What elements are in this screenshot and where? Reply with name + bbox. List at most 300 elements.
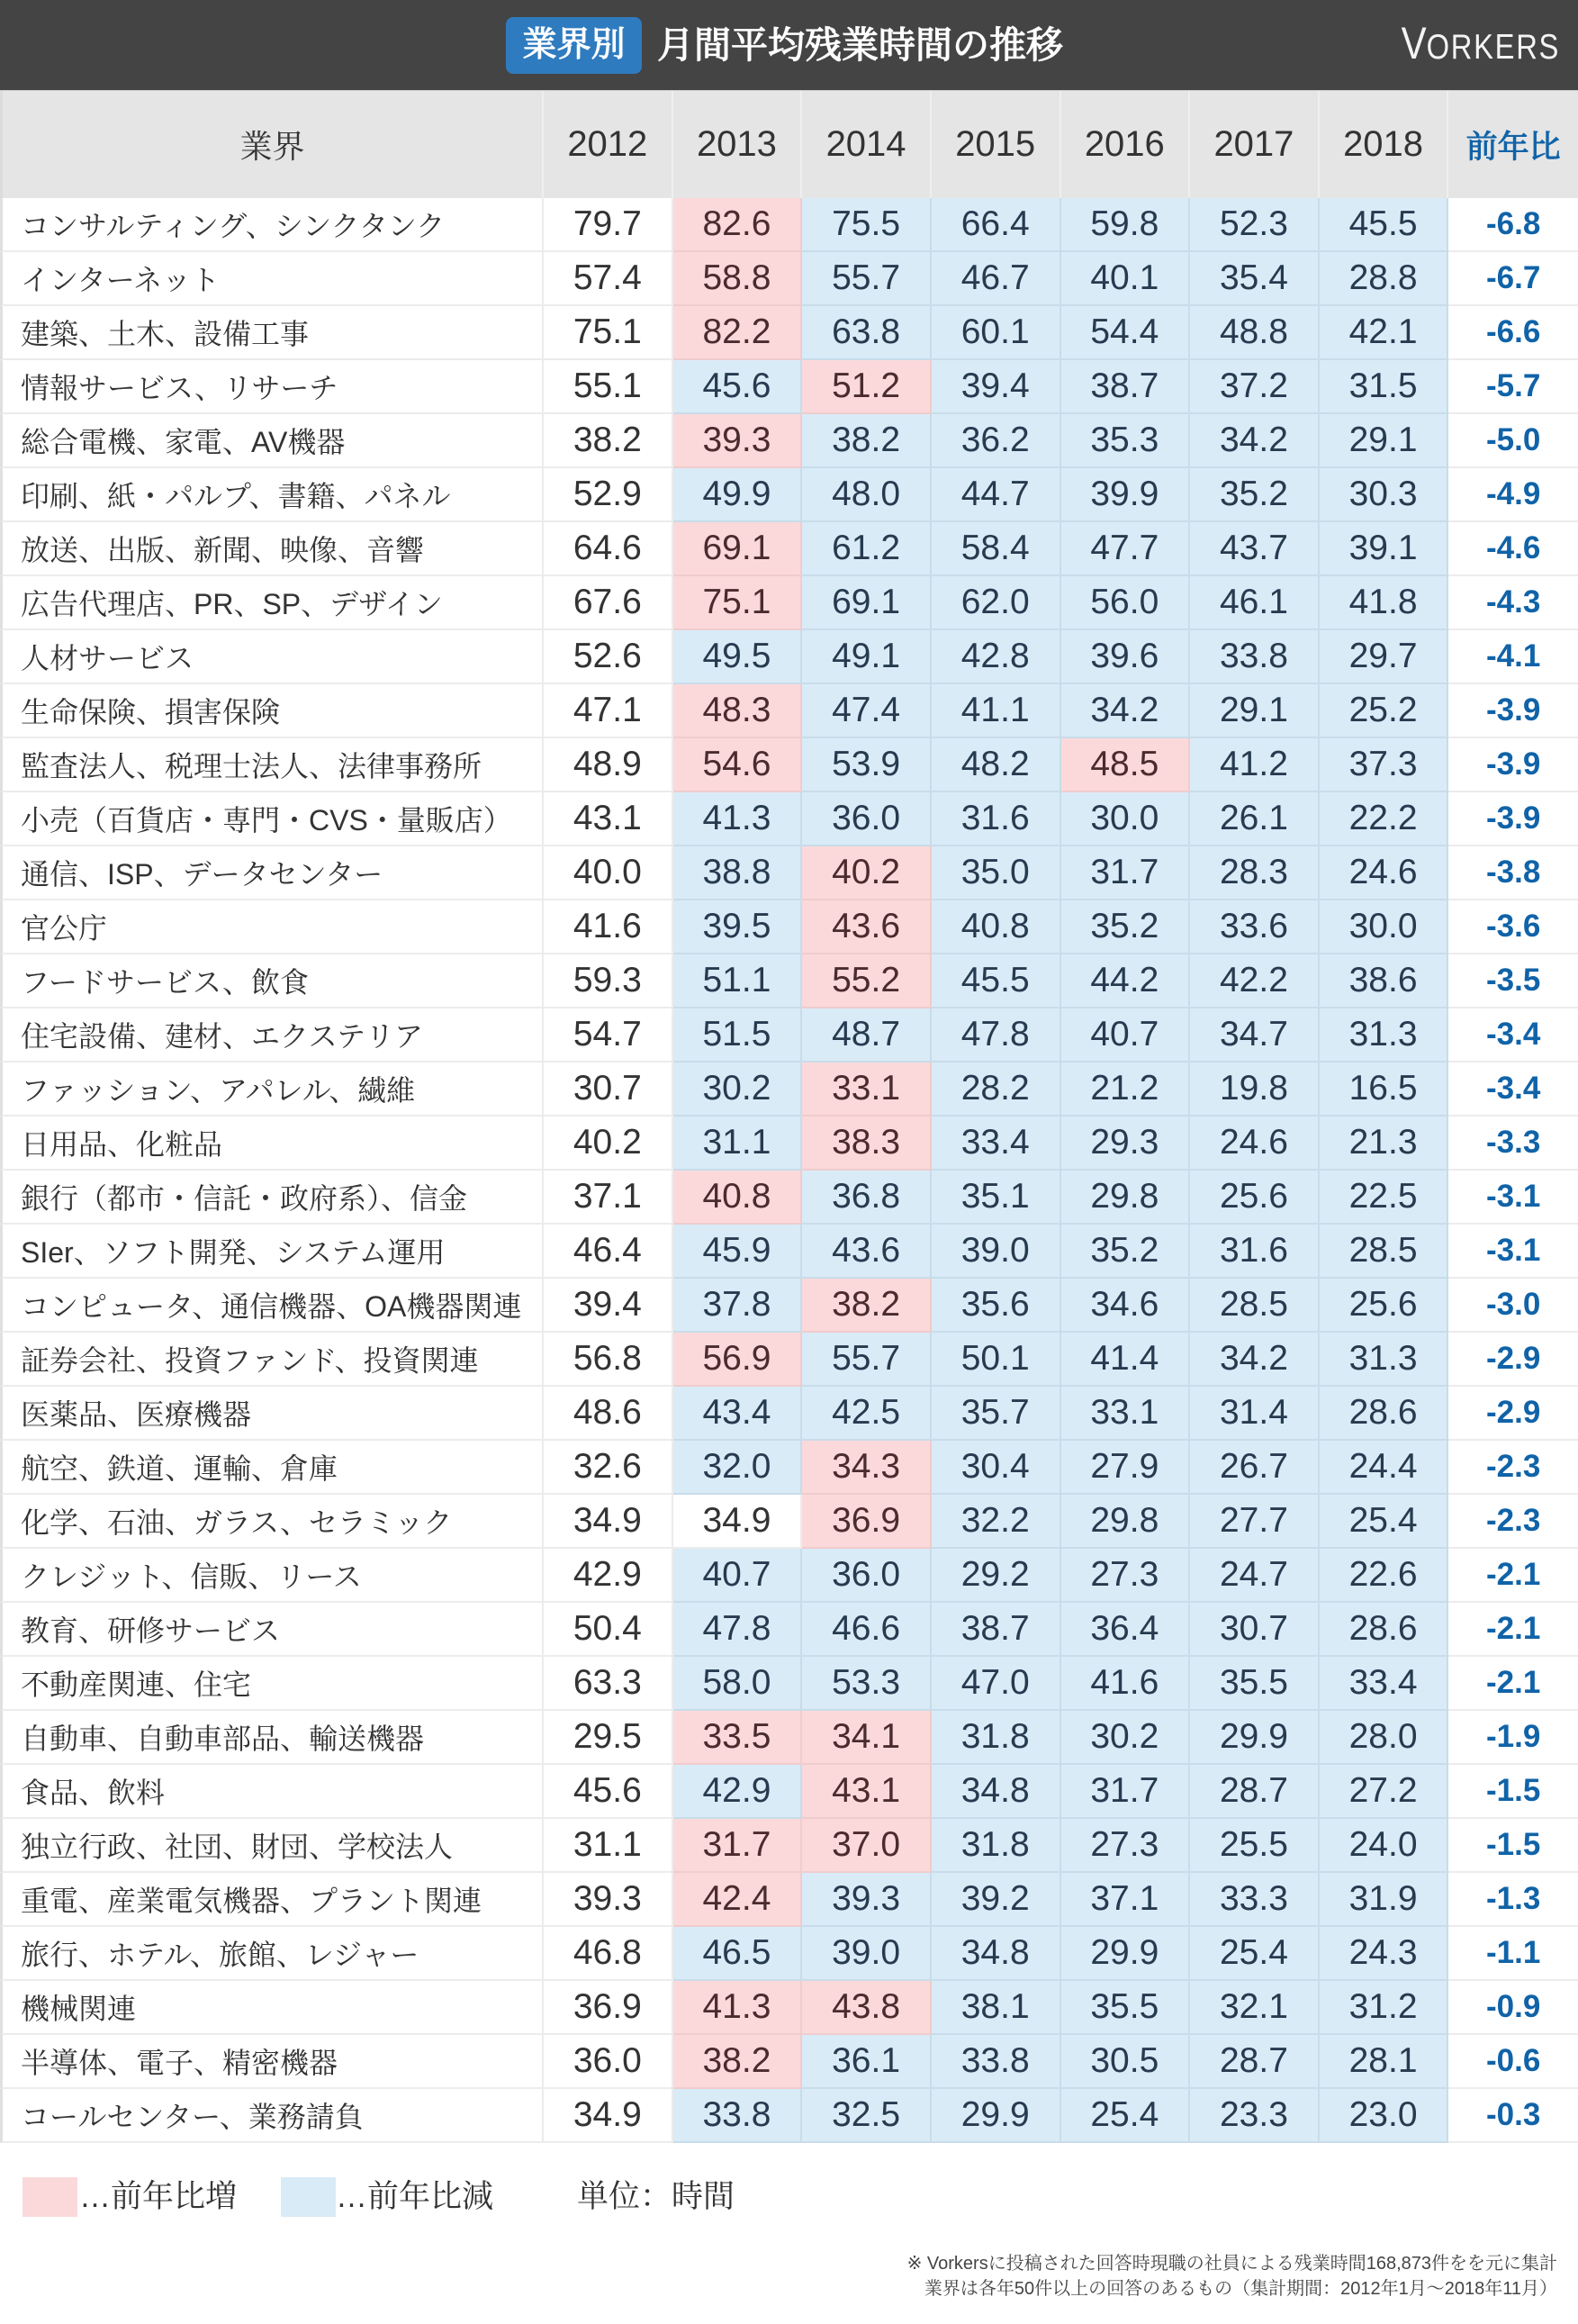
value-cell-2017: 28.7: [1190, 1765, 1320, 1819]
value-cell-2012: 50.4: [544, 1603, 673, 1657]
value-cell-2018: 22.5: [1320, 1171, 1449, 1225]
table-row: [0, 1333, 1578, 1387]
value-cell-2012: 31.1: [544, 1819, 673, 1873]
industry-name: 日用品、化粧品: [0, 1117, 544, 1171]
value-cell-2015: 48.2: [932, 738, 1061, 792]
table-row: [0, 1225, 1578, 1279]
value-cell-2016: 33.1: [1061, 1387, 1191, 1441]
value-cell-2012: 36.0: [544, 2035, 673, 2089]
value-cell-2016: 36.4: [1061, 1603, 1191, 1657]
value-cell-2013: 69.1: [673, 522, 803, 576]
value-cell-2017: 28.3: [1190, 846, 1320, 900]
value-cell-2016: 41.4: [1061, 1333, 1191, 1387]
industry-name: 教育、研修サービス: [0, 1603, 544, 1657]
table-row: [0, 414, 1578, 468]
value-cell-2015: 34.8: [932, 1927, 1061, 1981]
value-cell-2015: 35.7: [932, 1387, 1061, 1441]
value-cell-2017: 42.2: [1190, 954, 1320, 1008]
value-cell-2017: 34.2: [1190, 414, 1320, 468]
increase-swatch: [23, 2177, 77, 2217]
value-cell-2012: 63.3: [544, 1657, 673, 1711]
value-cell-2012: 29.5: [544, 1711, 673, 1765]
column-header-2017: 2017: [1190, 91, 1320, 198]
industry-name: 食品、飲料: [0, 1765, 544, 1819]
value-cell-2017: 25.5: [1190, 1819, 1320, 1873]
value-cell-2018: 16.5: [1320, 1063, 1449, 1117]
value-cell-2014: 51.2: [802, 360, 932, 414]
industry-name: 放送、出版、新聞、映像、音響: [0, 522, 544, 576]
industry-name: 人材サービス: [0, 630, 544, 684]
value-cell-2014: 61.2: [802, 522, 932, 576]
table-row: [0, 2089, 1578, 2143]
value-cell-2013: 32.0: [673, 1441, 803, 1495]
value-cell-2013: 58.8: [673, 252, 803, 306]
table-row: [0, 1063, 1578, 1117]
yoy-value: -2.1: [1448, 1657, 1578, 1711]
value-cell-2017: 28.7: [1190, 2035, 1320, 2089]
footnote-source: ※ Vorkersに投稿された回答時現職の社員による残業時間168,873件をを元に集計: [906, 2254, 1557, 2274]
value-cell-2014: 43.8: [802, 1981, 932, 2035]
value-cell-2012: 36.9: [544, 1981, 673, 2035]
value-cell-2013: 45.6: [673, 360, 803, 414]
value-cell-2015: 45.5: [932, 954, 1061, 1008]
table-row: [0, 1117, 1578, 1171]
value-cell-2017: 19.8: [1190, 1063, 1320, 1117]
table-row: [0, 252, 1578, 306]
value-cell-2015: 39.0: [932, 1225, 1061, 1279]
decrease-label: …前年比減: [336, 2179, 494, 2214]
industry-name: コールセンター、業務請負: [0, 2089, 544, 2143]
industry-name: フードサービス、飲食: [0, 954, 544, 1008]
value-cell-2017: 25.6: [1190, 1171, 1320, 1225]
yoy-value: -4.9: [1448, 468, 1578, 522]
value-cell-2018: 27.2: [1320, 1765, 1449, 1819]
table-row: [0, 522, 1578, 576]
value-cell-2015: 30.4: [932, 1441, 1061, 1495]
value-cell-2017: 33.8: [1190, 630, 1320, 684]
value-cell-2012: 57.4: [544, 252, 673, 306]
value-cell-2012: 52.6: [544, 630, 673, 684]
yoy-value: -3.4: [1448, 1008, 1578, 1063]
table-row: [0, 684, 1578, 738]
page-title: 月間平均残業時間の推移: [657, 24, 1063, 66]
value-cell-2014: 43.6: [802, 1225, 932, 1279]
value-cell-2015: 40.8: [932, 900, 1061, 954]
value-cell-2016: 35.5: [1061, 1981, 1191, 2035]
value-cell-2014: 39.3: [802, 1873, 932, 1927]
table-row: [0, 900, 1578, 954]
value-cell-2015: 66.4: [932, 198, 1061, 252]
value-cell-2013: 75.1: [673, 576, 803, 630]
value-cell-2018: 28.1: [1320, 2035, 1449, 2089]
industry-name: 住宅設備、建材、エクステリア: [0, 1008, 544, 1063]
table-row: [0, 1549, 1578, 1603]
value-cell-2017: 25.4: [1190, 1927, 1320, 1981]
table-row: [0, 2035, 1578, 2089]
table-row: [0, 1441, 1578, 1495]
value-cell-2015: 29.2: [932, 1549, 1061, 1603]
footnote-criteria: 業界は各年50件以上の回答のあるもの（集計期間：2012年1月〜2018年11月）: [924, 2279, 1557, 2299]
yoy-value: -5.0: [1448, 414, 1578, 468]
yoy-value: -3.1: [1448, 1171, 1578, 1225]
column-header-industry: 業界: [0, 91, 544, 198]
value-cell-2016: 31.7: [1061, 1765, 1191, 1819]
value-cell-2017: 33.6: [1190, 900, 1320, 954]
value-cell-2015: 46.7: [932, 252, 1061, 306]
value-cell-2014: 37.0: [802, 1819, 932, 1873]
value-cell-2016: 35.2: [1061, 900, 1191, 954]
table-row: [0, 1981, 1578, 2035]
value-cell-2012: 75.1: [544, 306, 673, 360]
value-cell-2013: 38.8: [673, 846, 803, 900]
value-cell-2014: 40.2: [802, 846, 932, 900]
value-cell-2016: 29.9: [1061, 1927, 1191, 1981]
value-cell-2016: 41.6: [1061, 1657, 1191, 1711]
value-cell-2013: 51.1: [673, 954, 803, 1008]
value-cell-2015: 60.1: [932, 306, 1061, 360]
value-cell-2016: 39.9: [1061, 468, 1191, 522]
value-cell-2018: 31.5: [1320, 360, 1449, 414]
value-cell-2015: 33.8: [932, 2035, 1061, 2089]
value-cell-2015: 32.2: [932, 1495, 1061, 1549]
value-cell-2013: 39.3: [673, 414, 803, 468]
value-cell-2013: 39.5: [673, 900, 803, 954]
value-cell-2016: 48.5: [1061, 738, 1191, 792]
value-cell-2014: 48.0: [802, 468, 932, 522]
value-cell-2018: 45.5: [1320, 198, 1449, 252]
column-header-2014: 2014: [802, 91, 932, 198]
value-cell-2012: 39.3: [544, 1873, 673, 1927]
value-cell-2015: 33.4: [932, 1117, 1061, 1171]
yoy-value: -3.0: [1448, 1279, 1578, 1333]
value-cell-2017: 41.2: [1190, 738, 1320, 792]
value-cell-2014: 38.2: [802, 414, 932, 468]
value-cell-2015: 35.0: [932, 846, 1061, 900]
value-cell-2012: 64.6: [544, 522, 673, 576]
value-cell-2018: 30.3: [1320, 468, 1449, 522]
value-cell-2012: 34.9: [544, 1495, 673, 1549]
value-cell-2013: 45.9: [673, 1225, 803, 1279]
value-cell-2013: 56.9: [673, 1333, 803, 1387]
table-row: [0, 1603, 1578, 1657]
table-row: [0, 468, 1578, 522]
column-header-2012: 2012: [544, 91, 673, 198]
value-cell-2013: 54.6: [673, 738, 803, 792]
value-cell-2018: 28.0: [1320, 1711, 1449, 1765]
yoy-value: -2.3: [1448, 1441, 1578, 1495]
yoy-value: -3.9: [1448, 684, 1578, 738]
yoy-value: -2.9: [1448, 1333, 1578, 1387]
value-cell-2014: 75.5: [802, 198, 932, 252]
value-cell-2016: 21.2: [1061, 1063, 1191, 1117]
value-cell-2018: 42.1: [1320, 306, 1449, 360]
value-cell-2017: 30.7: [1190, 1603, 1320, 1657]
value-cell-2018: 24.3: [1320, 1927, 1449, 1981]
industry-name: 生命保険、損害保険: [0, 684, 544, 738]
value-cell-2012: 39.4: [544, 1279, 673, 1333]
value-cell-2013: 51.5: [673, 1008, 803, 1063]
value-cell-2014: 32.5: [802, 2089, 932, 2143]
value-cell-2017: 32.1: [1190, 1981, 1320, 2035]
value-cell-2018: 25.6: [1320, 1279, 1449, 1333]
value-cell-2013: 41.3: [673, 792, 803, 846]
value-cell-2018: 21.3: [1320, 1117, 1449, 1171]
value-cell-2016: 34.6: [1061, 1279, 1191, 1333]
value-cell-2016: 29.8: [1061, 1171, 1191, 1225]
value-cell-2013: 42.4: [673, 1873, 803, 1927]
overtime-table: [0, 90, 1578, 2143]
table-row: [0, 576, 1578, 630]
industry-name: 小売（百貨店・専門・CVS・量販店）: [0, 792, 544, 846]
value-cell-2016: 29.3: [1061, 1117, 1191, 1171]
industry-name: コンサルティング、シンクタンク: [0, 198, 544, 252]
value-cell-2018: 24.4: [1320, 1441, 1449, 1495]
value-cell-2018: 28.5: [1320, 1225, 1449, 1279]
table-row: [0, 360, 1578, 414]
industry-name: クレジット、信販、リース: [0, 1549, 544, 1603]
table-row: [0, 846, 1578, 900]
value-cell-2016: 47.7: [1061, 522, 1191, 576]
value-cell-2014: 55.2: [802, 954, 932, 1008]
yoy-value: -2.1: [1448, 1603, 1578, 1657]
value-cell-2018: 25.2: [1320, 684, 1449, 738]
industry-name: 銀行（都市・信託・政府系）、信金: [0, 1171, 544, 1225]
column-header-yoy: 前年比: [1465, 129, 1561, 165]
value-cell-2018: 31.3: [1320, 1008, 1449, 1063]
value-cell-2012: 48.9: [544, 738, 673, 792]
value-cell-2012: 46.4: [544, 1225, 673, 1279]
value-cell-2016: 30.0: [1061, 792, 1191, 846]
table-body: [0, 198, 1578, 2143]
value-cell-2012: 48.6: [544, 1387, 673, 1441]
value-cell-2017: 26.7: [1190, 1441, 1320, 1495]
yoy-value: -6.8: [1448, 198, 1578, 252]
value-cell-2015: 47.0: [932, 1657, 1061, 1711]
table-row: [0, 792, 1578, 846]
value-cell-2016: 30.2: [1061, 1711, 1191, 1765]
value-cell-2014: 38.3: [802, 1117, 932, 1171]
value-cell-2017: 48.8: [1190, 306, 1320, 360]
table-row: [0, 1387, 1578, 1441]
value-cell-2018: 31.2: [1320, 1981, 1449, 2035]
value-cell-2018: 24.6: [1320, 846, 1449, 900]
table-row: [0, 1819, 1578, 1873]
value-cell-2015: 28.2: [932, 1063, 1061, 1117]
yoy-value: -0.6: [1448, 2035, 1578, 2089]
value-cell-2017: 31.4: [1190, 1387, 1320, 1441]
value-cell-2014: 36.9: [802, 1495, 932, 1549]
value-cell-2015: 35.6: [932, 1279, 1061, 1333]
value-cell-2016: 56.0: [1061, 576, 1191, 630]
value-cell-2014: 55.7: [802, 252, 932, 306]
value-cell-2013: 40.8: [673, 1171, 803, 1225]
yoy-value: -3.9: [1448, 792, 1578, 846]
value-cell-2016: 27.9: [1061, 1441, 1191, 1495]
value-cell-2014: 43.6: [802, 900, 932, 954]
yoy-value: -1.1: [1448, 1927, 1578, 1981]
yoy-value: -3.3: [1448, 1117, 1578, 1171]
value-cell-2018: 29.7: [1320, 630, 1449, 684]
value-cell-2013: 31.1: [673, 1117, 803, 1171]
value-cell-2017: 24.6: [1190, 1117, 1320, 1171]
value-cell-2014: 43.1: [802, 1765, 932, 1819]
industry-name: 旅行、ホテル、旅館、レジャー: [0, 1927, 544, 1981]
value-cell-2014: 48.7: [802, 1008, 932, 1063]
value-cell-2013: 31.7: [673, 1819, 803, 1873]
table-row: [0, 630, 1578, 684]
value-cell-2014: 36.8: [802, 1171, 932, 1225]
column-header-2015: 2015: [932, 91, 1061, 198]
value-cell-2015: 50.1: [932, 1333, 1061, 1387]
value-cell-2016: 31.7: [1061, 846, 1191, 900]
industry-name: 重電、産業電気機器、プラント関連: [0, 1873, 544, 1927]
value-cell-2012: 56.8: [544, 1333, 673, 1387]
value-cell-2018: 25.4: [1320, 1495, 1449, 1549]
industry-name: ファッション、アパレル、繊維: [0, 1063, 544, 1117]
value-cell-2014: 46.6: [802, 1603, 932, 1657]
value-cell-2017: 35.4: [1190, 252, 1320, 306]
value-cell-2016: 27.3: [1061, 1549, 1191, 1603]
footnotes: [907, 2251, 1557, 2301]
value-cell-2017: 23.3: [1190, 2089, 1320, 2143]
value-cell-2014: 38.2: [802, 1279, 932, 1333]
value-cell-2015: 62.0: [932, 576, 1061, 630]
value-cell-2013: 40.7: [673, 1549, 803, 1603]
value-cell-2018: 23.0: [1320, 2089, 1449, 2143]
value-cell-2013: 33.5: [673, 1711, 803, 1765]
value-cell-2012: 41.6: [544, 900, 673, 954]
value-cell-2017: 33.3: [1190, 1873, 1320, 1927]
value-cell-2017: 34.7: [1190, 1008, 1320, 1063]
value-cell-2016: 30.5: [1061, 2035, 1191, 2089]
value-cell-2018: 28.8: [1320, 252, 1449, 306]
value-cell-2013: 37.8: [673, 1279, 803, 1333]
yoy-value: -3.9: [1448, 738, 1578, 792]
value-cell-2012: 43.1: [544, 792, 673, 846]
value-cell-2012: 45.6: [544, 1765, 673, 1819]
value-cell-2015: 39.4: [932, 360, 1061, 414]
industry-name: SIer、ソフト開発、システム運用: [0, 1225, 544, 1279]
value-cell-2018: 24.0: [1320, 1819, 1449, 1873]
industry-name: 通信、ISP、データセンター: [0, 846, 544, 900]
value-cell-2012: 67.6: [544, 576, 673, 630]
table-row: [0, 1279, 1578, 1333]
value-cell-2015: 35.1: [932, 1171, 1061, 1225]
value-cell-2015: 58.4: [932, 522, 1061, 576]
value-cell-2012: 55.1: [544, 360, 673, 414]
value-cell-2016: 40.1: [1061, 252, 1191, 306]
industry-name: 機械関連: [0, 1981, 544, 2035]
value-cell-2014: 34.1: [802, 1711, 932, 1765]
value-cell-2015: 31.8: [932, 1819, 1061, 1873]
value-cell-2016: 25.4: [1061, 2089, 1191, 2143]
logo-rest: ORKERS: [1426, 28, 1560, 67]
value-cell-2017: 26.1: [1190, 792, 1320, 846]
value-cell-2013: 46.5: [673, 1927, 803, 1981]
table-header-row: [0, 90, 1578, 198]
value-cell-2012: 46.8: [544, 1927, 673, 1981]
table-row: [0, 954, 1578, 1008]
value-cell-2012: 54.7: [544, 1008, 673, 1063]
value-cell-2012: 42.9: [544, 1549, 673, 1603]
industry-name: 化学、石油、ガラス、セラミック: [0, 1495, 544, 1549]
value-cell-2012: 79.7: [544, 198, 673, 252]
value-cell-2014: 55.7: [802, 1333, 932, 1387]
value-cell-2018: 37.3: [1320, 738, 1449, 792]
category-badge: 業界別: [506, 17, 642, 74]
industry-name: 総合電機、家電、AV機器: [0, 414, 544, 468]
yoy-value: -2.1: [1448, 1549, 1578, 1603]
value-cell-2017: 28.5: [1190, 1279, 1320, 1333]
value-cell-2012: 40.0: [544, 846, 673, 900]
industry-name: 情報サービス、リサーチ: [0, 360, 544, 414]
industry-name: 官公庁: [0, 900, 544, 954]
yoy-value: -3.5: [1448, 954, 1578, 1008]
industry-name: 独立行政、社団、財団、学校法人: [0, 1819, 544, 1873]
value-cell-2014: 36.0: [802, 1549, 932, 1603]
column-header-2016: 2016: [1061, 91, 1191, 198]
table-row: [0, 738, 1578, 792]
value-cell-2017: 35.2: [1190, 468, 1320, 522]
value-cell-2012: 52.9: [544, 468, 673, 522]
industry-name: 監査法人、税理士法人、法律事務所: [0, 738, 544, 792]
value-cell-2016: 35.2: [1061, 1225, 1191, 1279]
value-cell-2012: 38.2: [544, 414, 673, 468]
value-cell-2012: 34.9: [544, 2089, 673, 2143]
value-cell-2017: 43.7: [1190, 522, 1320, 576]
value-cell-2013: 33.8: [673, 2089, 803, 2143]
value-cell-2012: 47.1: [544, 684, 673, 738]
yoy-value: -5.7: [1448, 360, 1578, 414]
value-cell-2014: 47.4: [802, 684, 932, 738]
table-row: [0, 1657, 1578, 1711]
value-cell-2017: 34.2: [1190, 1333, 1320, 1387]
legend: [0, 2177, 810, 2217]
value-cell-2013: 38.2: [673, 2035, 803, 2089]
value-cell-2012: 59.3: [544, 954, 673, 1008]
table-row: [0, 198, 1578, 252]
value-cell-2014: 34.3: [802, 1441, 932, 1495]
value-cell-2014: 63.8: [802, 306, 932, 360]
value-cell-2014: 42.5: [802, 1387, 932, 1441]
decrease-swatch: [281, 2177, 336, 2217]
value-cell-2016: 37.1: [1061, 1873, 1191, 1927]
yoy-value: -4.1: [1448, 630, 1578, 684]
value-cell-2018: 28.6: [1320, 1387, 1449, 1441]
value-cell-2018: 41.8: [1320, 576, 1449, 630]
value-cell-2015: 34.8: [932, 1765, 1061, 1819]
value-cell-2016: 59.8: [1061, 198, 1191, 252]
value-cell-2013: 49.5: [673, 630, 803, 684]
value-cell-2016: 38.7: [1061, 360, 1191, 414]
value-cell-2017: 52.3: [1190, 198, 1320, 252]
industry-name: 航空、鉄道、運輸、倉庫: [0, 1441, 544, 1495]
value-cell-2018: 31.9: [1320, 1873, 1449, 1927]
yoy-value: -3.8: [1448, 846, 1578, 900]
value-cell-2017: 29.9: [1190, 1711, 1320, 1765]
title-bar: [0, 0, 1578, 90]
yoy-value: -2.9: [1448, 1387, 1578, 1441]
value-cell-2018: 39.1: [1320, 522, 1449, 576]
yoy-value: -6.6: [1448, 306, 1578, 360]
table-row: [0, 1171, 1578, 1225]
industry-name: 半導体、電子、精密機器: [0, 2035, 544, 2089]
value-cell-2016: 29.8: [1061, 1495, 1191, 1549]
value-cell-2017: 46.1: [1190, 576, 1320, 630]
value-cell-2014: 53.3: [802, 1657, 932, 1711]
value-cell-2015: 38.1: [932, 1981, 1061, 2035]
yoy-value: -1.3: [1448, 1873, 1578, 1927]
